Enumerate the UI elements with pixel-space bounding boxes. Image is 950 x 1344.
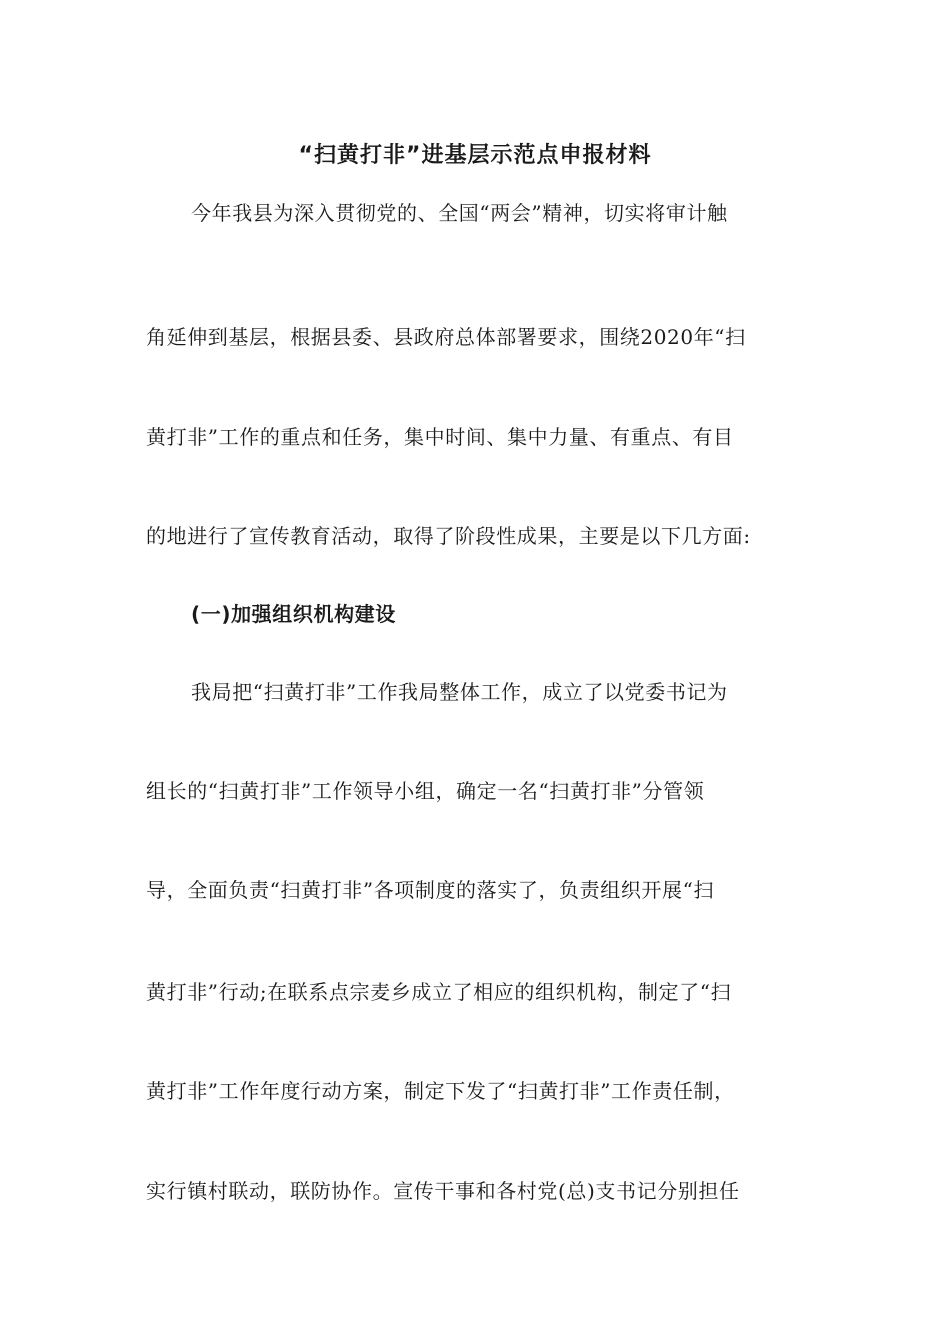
- paragraph-line: 导，全面负责“扫黄打非”各项制度的落实了，负责组织开展“扫: [146, 878, 715, 902]
- paragraph-line: 我局把“扫黄打非”工作我局整体工作，成立了以党委书记为: [191, 680, 728, 704]
- document-title: “扫黄打非”进基层示范点申报材料: [298, 143, 652, 168]
- paragraph-line: 实行镇村联动，联防协作。宣传干事和各村党(总)支书记分别担任: [146, 1179, 740, 1203]
- paragraph-line: 组长的“扫黄打非”工作领导小组，确定一名“扫黄打非”分管领: [146, 779, 705, 803]
- paragraph-line: 黄打非”行动;在联系点宗麦乡成立了相应的组织机构，制定了“扫: [146, 980, 732, 1004]
- paragraph-line: 黄打非”工作的重点和任务，集中时间、集中力量、有重点、有目: [146, 425, 734, 449]
- paragraph-line: 今年我县为深入贯彻党的、全国“两会”精神，切实将审计触: [191, 201, 728, 225]
- paragraph-line: 黄打非”工作年度行动方案，制定下发了“扫黄打非”工作责任制，: [146, 1079, 735, 1103]
- section-heading: (一)加强组织机构建设: [191, 602, 396, 626]
- paragraph-line: 的地进行了宣传教育活动，取得了阶段性成果，主要是以下几方面:: [146, 524, 751, 548]
- paragraph-line: 角延伸到基层，根据县委、县政府总体部署要求，围绕2020年“扫: [146, 325, 746, 349]
